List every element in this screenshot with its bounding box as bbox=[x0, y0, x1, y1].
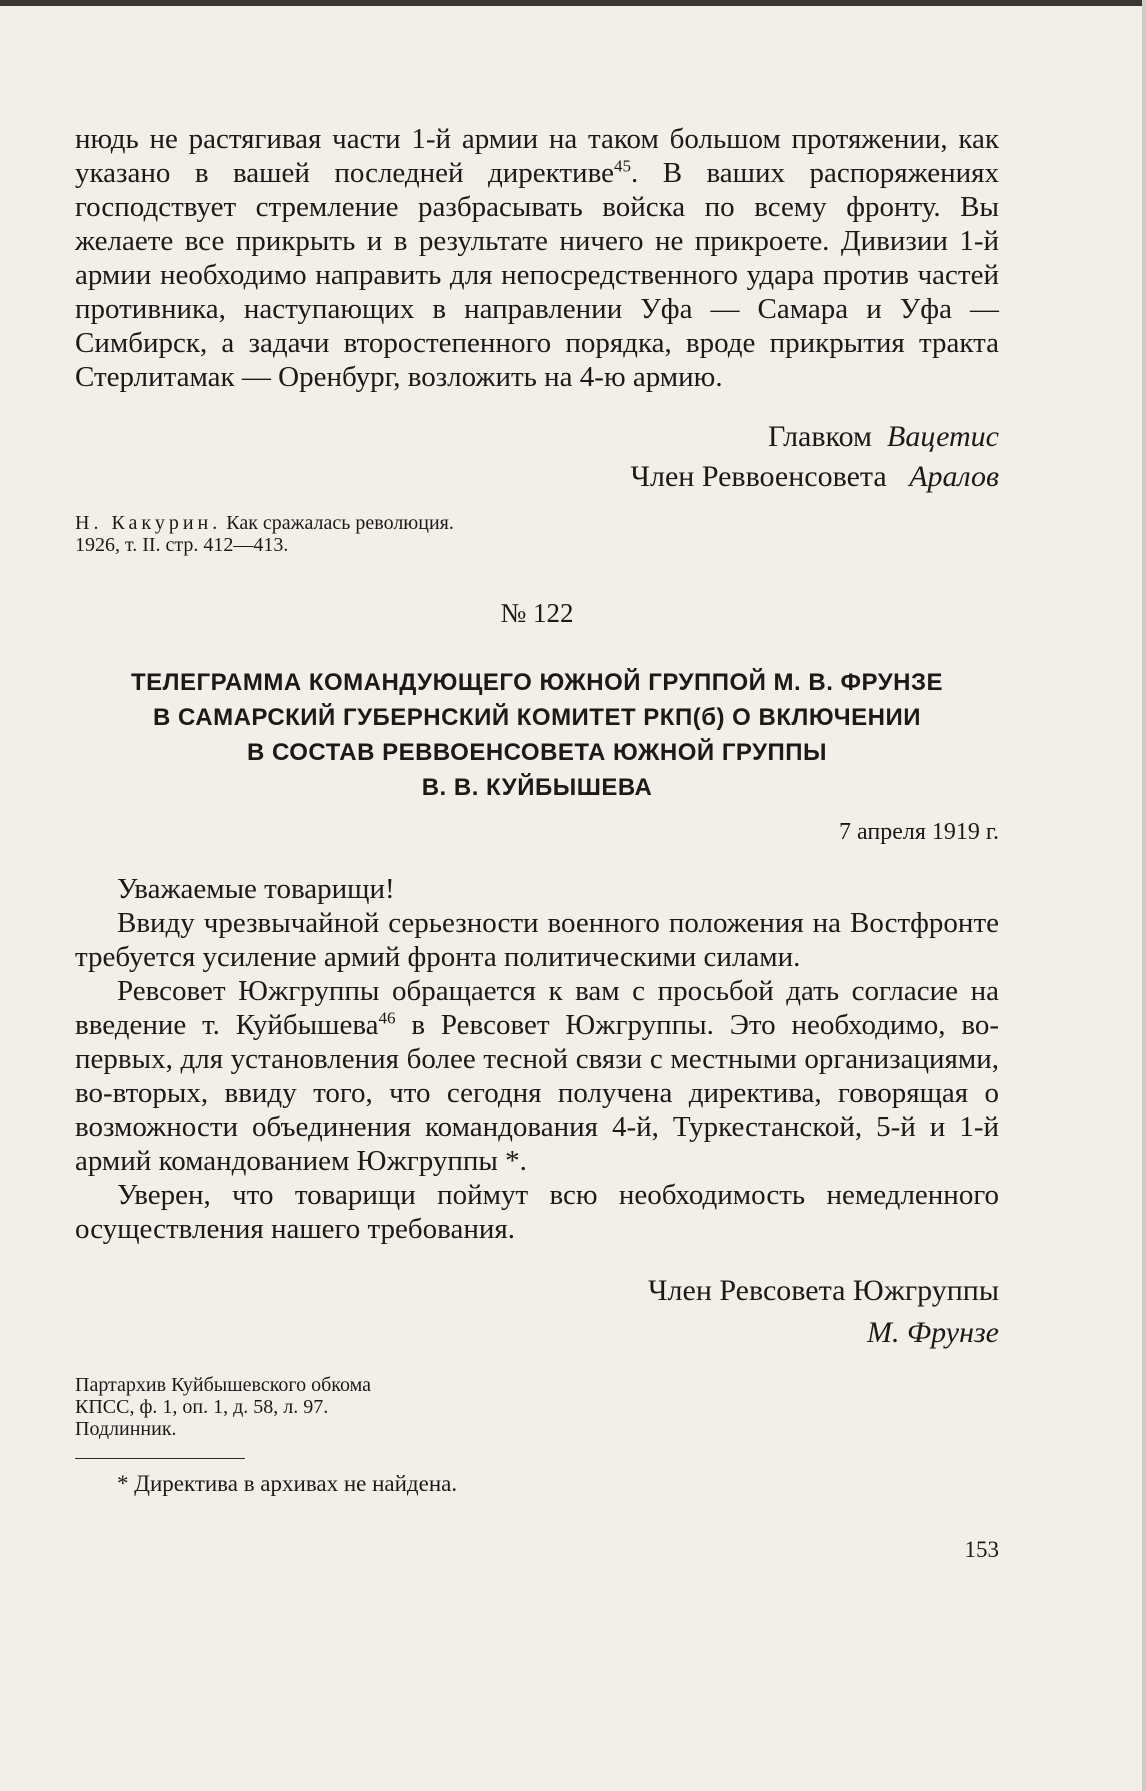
paragraph-2: Ревсовет Южгруппы обращается к вам с просьбой дать согласие на введение т. Куйбышева$^{46}$ в Ревсовет Южгруппы. Это необходимо, во-первых, для установления более тесной связи с местными организациями, во-вторых, ввиду того, что сегодня получена директива, говорящая о возможности объединения командования 4-й, Туркестанской, 5-й и 1-й армий командованием Южгруппы *. bbox=[75, 975, 999, 1177]
paragraph-3: Уверен, что товарищи поймут всю необходимость немедленного осуществления нашего требования. bbox=[75, 1179, 999, 1245]
page-number: 153 bbox=[964, 1537, 999, 1562]
signature-aralov: Член Реввоенсовета Аралов bbox=[630, 460, 999, 493]
document-page bbox=[75, 122, 999, 1563]
title-line-1: ТЕЛЕГРАММА КОМАНДУЮЩЕГО ЮЖНОЙ ГРУППОЙ М. В. ФРУНЗЕ bbox=[130, 669, 944, 696]
document-date: 7 апреля 1919 г. bbox=[839, 819, 999, 845]
page-top-edge bbox=[0, 0, 1146, 6]
footnote-ref-45: 45 bbox=[613, 156, 631, 176]
page-right-edge bbox=[1142, 0, 1146, 1791]
source-citation-1: Н. Какурин. Как сражалась революция. 1926, т. II. стр. 412—413. bbox=[75, 512, 454, 556]
signature-role: Член Ревсовета Южгруппы bbox=[648, 1274, 999, 1307]
footnote: * Директива в архивах не найдена. bbox=[117, 1471, 458, 1496]
document-title bbox=[75, 665, 999, 805]
signature-name: М. Фрунзе bbox=[867, 1316, 999, 1349]
signature-glavkom: Главком Вацетис bbox=[768, 420, 999, 453]
paragraph-1: Ввиду чрезвычайной серьезности военного положения на Востфронте требуется усиление армий фронта политическими силами. bbox=[75, 907, 999, 973]
title-line-3: В СОСТАВ РЕВВОЕНСОВЕТА ЮЖНОЙ ГРУППЫ bbox=[246, 739, 828, 766]
intro-paragraph: нюдь не растягивая части 1-й армии на таком большом протяжении, как указано в вашей последней директиве$^{45}$. В ваших распоряжениях господствует стремление разбрасывать войска по всему фронту. Вы желаете все прикрыть и в результате ничего не прикроете. Дивизии 1-й армии необходимо направить для непосредственного удара против частей противника, наступающих в направлении Уфа — Самара и Уфа — Симбирск, а задачи второстепенного порядка, вроде прикрытия тракта Стерлитамак — Оренбург, возложить на 4-ю армию. bbox=[75, 123, 999, 393]
footnote-divider bbox=[75, 1458, 245, 1459]
document-number: № 122 bbox=[500, 598, 574, 628]
source-citation-2: Партархив Куйбышевского обкома КПСС, ф. 1, оп. 1, д. 58, л. 97. Подлинник. bbox=[75, 1374, 371, 1440]
greeting: Уважаемые товарищи! bbox=[117, 873, 395, 905]
title-line-4: В. В. КУЙБЫШЕВА bbox=[421, 774, 653, 801]
footnote-ref-46: 46 bbox=[378, 1008, 396, 1028]
title-line-2: В САМАРСКИЙ ГУБЕРНСКИЙ КОМИТЕТ РКП(б) О ВКЛЮЧЕНИИ bbox=[153, 704, 921, 731]
